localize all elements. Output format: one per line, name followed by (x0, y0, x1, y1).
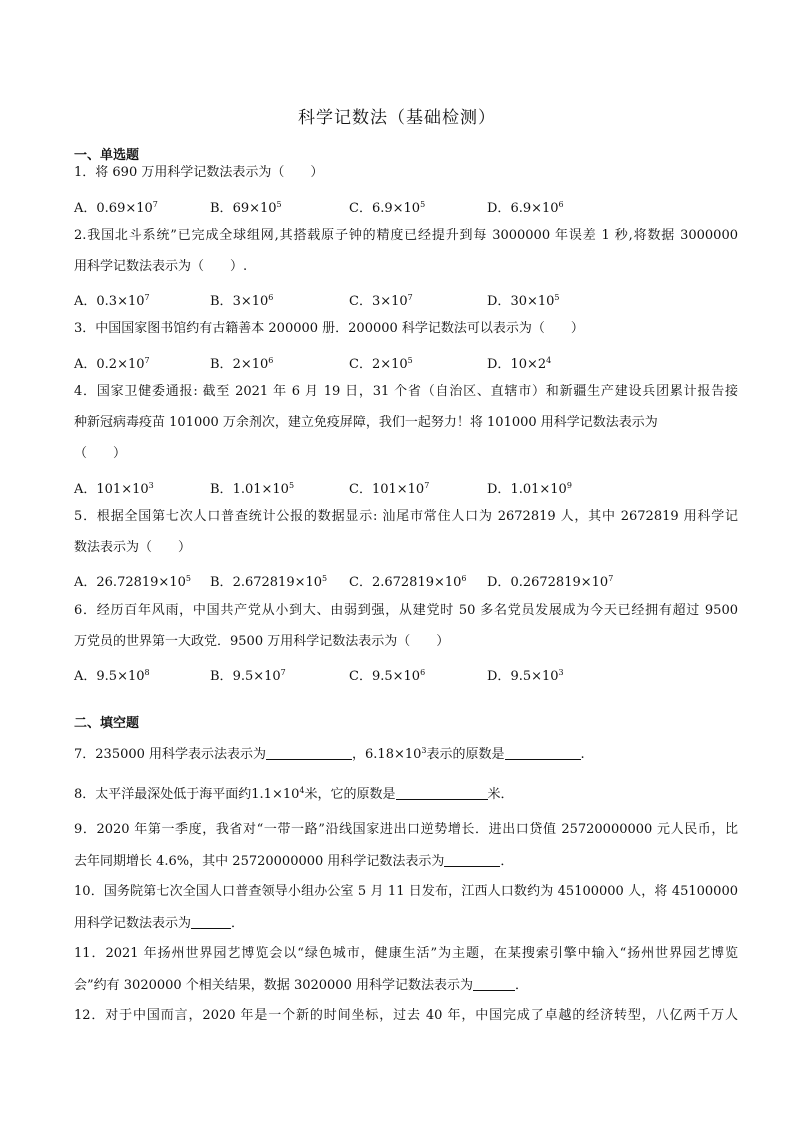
option-d: D．$6.9\times 10^6$ (487, 200, 564, 216)
option-d: D．$0.2672819\times 10^7$ (487, 574, 614, 590)
answer-blank[interactable] (444, 853, 500, 867)
option-d: D．$1.01\times 10^9$ (487, 481, 572, 497)
option-c: C．$101\times 10^7$ (349, 481, 430, 497)
option-b: B．$2.672819\times 10^5$ (210, 574, 328, 590)
option-c: C．$9.5\times 10^6$ (349, 668, 426, 684)
question-4-line-1: 4．国家卫健委通报: 截至 2021 年 6 月 19 日，31 个省（自治区、直辖市）和新疆生产建设兵团累计报告接 (74, 384, 738, 399)
question-7-text: 7．235000 用科学表示法表示为 ，$6.18\times 10^3$表示的原数是 . (74, 746, 585, 762)
option-a: A．$0.3\times 10^7$ (74, 293, 150, 309)
question-6-options (74, 665, 738, 684)
option-c: C．$2.672819\times 10^6$ (349, 574, 467, 590)
answer-blank[interactable] (473, 977, 515, 991)
option-c: C．$2\times 10^5$ (349, 356, 413, 372)
question-4-line-2: 种新冠病毒疫苗 101000 万余剂次，建立免疫屏障，我们一起努力！将 101000 用科学记数法表示为 (74, 415, 658, 430)
question-6-line-1: 6．经历百年风雨，中国共产党从小到大、由弱到强，从建党时 50 多名党员发展成为今天已经拥有超过 9500 (74, 603, 738, 618)
option-b: B．$1.01\times 10^5$ (210, 481, 295, 497)
question-1-options (74, 197, 738, 216)
answer-blank[interactable] (505, 746, 581, 760)
option-a: A．$26.72819\times 10^5$ (74, 574, 191, 590)
option-d: D．$10\times 2^4$ (487, 356, 552, 372)
section-heading-fill-in: 二、填空题 (74, 716, 140, 731)
option-d: D．$9.5\times 10^3$ (487, 668, 564, 684)
question-2-options (74, 290, 738, 309)
question-8-text: 8．太平洋最深处低于海平面约$1.1\times 10^4$米，它的原数是 米． (74, 786, 514, 802)
question-4-line-3: （ ） (74, 446, 127, 461)
question-10-line-1: 10．国务院第七次全国人口普查领导小组办公室 5 月 11 日发布，江西人口数约为 45100000 人，将 45100000 (74, 884, 738, 899)
option-a: A．$101\times 10^3$ (74, 481, 154, 497)
option-a: A．$9.5\times 10^8$ (74, 668, 150, 684)
section-heading-single-choice: 一、单选题 (74, 148, 140, 163)
option-d: D．$30\times 10^5$ (487, 293, 560, 309)
question-3-text: 3．中国国家图书馆约有古籍善本 200000 册．200000 科学记数法可以表示为（ ） (74, 321, 584, 336)
answer-blank[interactable] (396, 786, 488, 800)
option-b: B．$2\times 10^6$ (210, 356, 274, 372)
question-12-line-1: 12．对于中国而言，2020 年是一个新的时间坐标，过去 40 年，中国完成了卓越的经济转型，八亿两千万人 (74, 1008, 738, 1023)
question-11-line-1: 11．2021 年扬州世界园艺博览会以“绿色城市，健康生活”为主题，在某搜索引擎中输入“扬州世界园艺博览 (74, 946, 738, 961)
question-5-line-2: 数法表示为（ ） (74, 540, 192, 555)
question-3-options (74, 353, 738, 372)
option-c: C．$3\times 10^7$ (349, 293, 413, 309)
question-2-line-2: 用科学记数法表示为（ ）. (74, 259, 248, 274)
question-5-options (74, 571, 738, 590)
question-2-line-1: 2.我国北斗系统”已完成全球组网,其搭载原子钟的精度已经提升到每 3000000 年误差 1 秒,将数据 3000000 (74, 228, 738, 243)
option-a: A．$0.2\times 10^7$ (74, 356, 150, 372)
option-a: A．$0.69\times 10^7$ (74, 200, 158, 216)
question-4-options (74, 478, 738, 497)
option-b: B．$9.5\times 10^7$ (210, 668, 286, 684)
question-1-text: 1．将 690 万用科学记数法表示为（ ） (74, 165, 324, 180)
option-b: B．$69\times 10^5$ (210, 200, 282, 216)
question-10-line-2: 用科学记数法表示为 ． (74, 916, 245, 931)
question-6-line-2: 万党员的世界第一大政党．9500 万用科学记数法表示为（ ） (74, 634, 450, 649)
question-9-line-1: 9．2020 年第一季度，我省对“一带一路”沿线国家进出口逆势增长．进出口贷值 25720000000 元人民币，比 (74, 822, 738, 837)
question-11-line-2: 会”约有 3020000 个相关结果，数据 3020000 用科学记数法表示为 ． (74, 978, 528, 993)
question-5-line-1: 5．根据全国第七次人口普查统计公报的数据显示: 汕尾市常住人口为 2672819 人，其中 2672819 用科学记 (74, 509, 738, 524)
question-9-line-2: 去年同期增长 4.6%，其中 25720000000 用科学记数法表示为 ． (74, 854, 514, 869)
answer-blank[interactable] (191, 915, 231, 929)
option-c: C．$6.9\times 10^5$ (349, 200, 426, 216)
option-b: B．$3\times 10^6$ (210, 293, 274, 309)
page-title: 科学记数法（基础检测） (298, 108, 496, 128)
answer-blank[interactable] (266, 746, 352, 760)
